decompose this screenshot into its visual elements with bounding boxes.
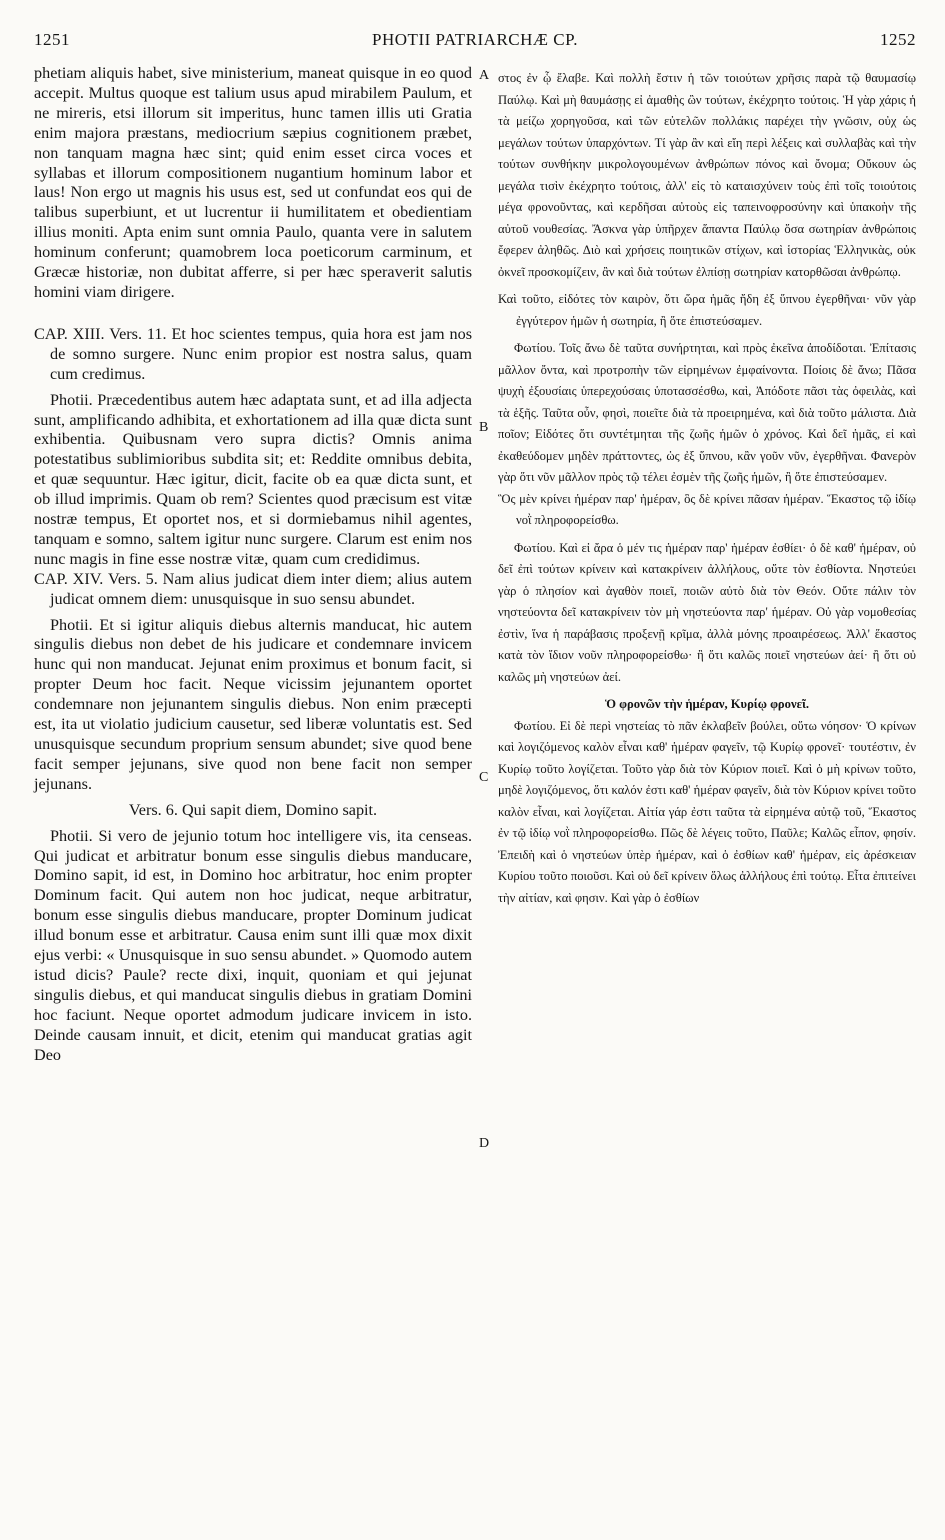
- latin-column: [34, 64, 472, 1066]
- greek-verse-1: Καὶ τοῦτο, εἰδότες τὸν καιρὸν, ὅτι ὥρα ἡμᾶς ἤδη ἐξ ὕπνου ἐγερθῆναι· νῦν γὰρ ἐγγύτερον ἡμῶν ἡ σωτηρία, ἢ ὅτε ἐπιστεύσαμεν.: [498, 292, 916, 328]
- latin-paragraph-3: Photii. Et si igitur aliquis diebus alternis manducat, hic autem singulis diebus non debet de his judicare et condemnare invicem hunc qui non manducat. Jejunat enim proximus et bonum facit, si propter Deum hoc facit. Neque vicissim jejunantem oportet condemnare non jejunantem singulis diebus. Non enim præcepti est, ita ut violatio judicium causetur, sed liberæ voluntatis est. Sed unusquisque secundum proprium sensum abundet; sive quod bene facit semper jejunans, sive quod non bene facit non semper jejunans.: [34, 615, 472, 793]
- greek-column: [498, 68, 916, 909]
- greek-paragraph-3: Φωτίου. Καὶ εἰ ἄρα ὁ μέν τις ἡμέραν παρ' ἡμέραν ἐσθίει· ὁ δὲ καθ' ἡμέραν, οὐ δεῖ ἐπὶ τούτων κρίνειν καὶ κατακρίνειν ἀλλήλους, οὔτε τὸν ἐσθίοντα. Νηστεύει γὰρ ὁ πλησίον καὶ ἀγαθὸν ποιεῖ, ποιῶν αὐτὸ διὰ τὸν Θεόν. Οὔτε πάλιν τὸν νηστεύοντα δεῖ κατακρίνειν τὸν μὴ νηστεύοντα παρ' ἡμέραν. Οὐ γὰρ νομοθεσίας ἐστὶν, ἵνα ἡ παράβασις προξενῇ κρῖμα, ἀλλὰ μόνης προαιρέσεως. Ἀλλ' ἕκαστος κατὰ τὸν ἴδιον νοῦν πληροφορείσθω· ἢ ὅτι καλῶς ποιεῖ νηστεύων ἀεί· ἢ ὅτι οὐ καλῶς μὴ νηστεύων ἀεί.: [498, 540, 916, 684]
- greek-verse-2: Ὃς μὲν κρίνει ἡμέραν παρ' ἡμέραν, ὃς δὲ κρίνει πᾶσαν ἡμέραν. Ἕκαστος τῷ ἰδίῳ νοῒ πληροφορείσθω.: [498, 491, 916, 527]
- latin-paragraph-2: Photii. Præcedentibus autem hæc adaptata sunt, et ad illa adjecta sunt, amplificando adhibita, et exhortationem ad illa quæ dicta sunt exhibentia. Quibusnam vero supra dictis? Omnis anima potestatibus sublimioribus subdita sit; et: Reddite omnibus debita, et quæ sequuntur. Hæc igitur, dicit, facite ob ea quæ dicta sunt, et ob illud imprimis. Quam ob rem? Scientes quod præcisum est vitæ nostræ tempus, Et oportet nos, et si dormiebamus nihil agentes, tanquam e somno, saltem igitur nunc surgere. Clarum est enim nos nunc magis in fine esse nostræ vitæ, quam cum credidimus.: [34, 390, 472, 568]
- verse-heading-6: Vers. 6. Qui sapit diem, Domino sapit.: [128, 800, 378, 819]
- latin-paragraph-1: phetiam aliquis habet, sive ministerium, maneat quisque in eo quod accepit. Multus quoque est talium usus apud mirabilem Paulum, et ne mireris, etsi illorum sit imperitus, hunc tamen illis uti Gratia enim majora præstans, mediocrium sæpius cognitionem præbet, non tanquam magna hæc sint; quid enim esset circa voces et syllabas et illorum compositionem nugantium hominum labor et laus! Non ergo ut magnis his usus est, sed ut confundat eos qui de talibus superbiunt, et ut lucrentur ii humilitatem et obedientiam illius moniti. Apta enim sunt omnia Paulo, quanta vere in salutem hominum conferunt; quamobrem loca poeticorum carminum, et Græcæ historiæ, non dubitat afferre, si per hæc speraverit salutis homini viam dirigere.: [34, 64, 472, 301]
- greek-paragraph-1: στος ἐν ᾧ ἔλαβε. Καὶ πολλὴ ἔστιν ἡ τῶν τοιούτων χρῆσις παρὰ τῷ θαυμασίῳ Παύλῳ. Καὶ μὴ θαυμάσῃς εἰ ἀμαθὴς ὢν τούτων, ἐκέχρητο τούτοις. Ἡ γὰρ χάρις ἡ τὰ μείζω χορηγοῦσα, καὶ τῶν εὐτελῶν πολλάκις παρέχει τὴν γνῶσιν, οὐχ ὡς μεγάλων τούτων ὑπαρχόντων. Τί γὰρ ἂν καὶ εἴη περὶ λέξεις καὶ συλλαβὰς καὶ τὴν τούτων συνθήκην μικρολογουμένων ἀνθρώπων πόνος καὶ ὄνομα; Οὔκουν ὡς μεγάλα τισὶν ἐκέχρητο τούτοις, ἀλλ' εἰς τὸ καταισχύνειν τοὺς ἐπὶ τοῖς τοιούτοις μέγα φρονοῦντας, καὶ κερδῆσαι αὐτοὺς εἰς ταπεινοφροσύνην καὶ ὑπακοὴν τῆς αὐτοῦ νουθεσίας. Ἄσκνα γὰρ ὑπῆρχεν ἅπαντα Παύλῳ ὅσα σωτηρίαν ἀνθρώποις ἔφερεν ἀληθῶς. Διὸ καὶ χρήσεις ποιητικῶν στίχων, καὶ ἱστορίας Ἑλληνικὰς, οὐκ ὀκνεῖ προσκομίζειν, ἂν καὶ διὰ τούτων ἐλπίσῃ σωτηρίαν κατορθῶσαι ἀνθρώπῳ.: [498, 71, 916, 279]
- latin-paragraph-4: Photii. Si vero de jejunio totum hoc intelligere vis, ita censeas. Qui judicat et arbitratur bonum esse singulis diebus manducare, Domino sapit, id est, in Domino hoc arbitratur, hoc enim propter Dominum facit. Qui autem non hoc judicat, neque arbitratur, bonum esse singulis diebus manducare, propter Dominum judicat illud bonum esse et arbitratur. Causa enim sunt illi quæ mox dixit ejus verbi: « Unusquisque in suo sensu abundet. » Quomodo autem istud dicis? Paule? recte dixi, inquit, quoniam et qui jejunat singulis diebus, et qui manducat singulis diebus in gratiam Domini hoc faciunt. Neque oportet admodum judicare invicem in isto. Deinde causam innuit, et dicit, etenim qui manducat gratias agit Deo: [34, 826, 472, 1064]
- greek-paragraph-4: Φωτίου. Εἰ δὲ περὶ νηστείας τὸ πᾶν ἐκλαβεῖν βούλει, οὕτω νόησον· Ὁ κρίνων καὶ λογιζόμενος καλὸν εἶναι καθ' ἡμέραν φαγεῖν, τῷ Κυρίῳ φρονεῖ· τουτέστιν, ἐν Κυρίῳ τοῦτο λογίζεται. Τοῦτο γὰρ διὰ τὸν Κύριον ποιεῖ. Καὶ ὁ μὴ κρίνων τοῦτο, μηδὲ λογιζόμενος, ὅτι καλόν ἐστι καθ' ἡμέραν φαγεῖν, διὰ τὸν Κύριον κρίνει τοῦτο καλὸν εἶναι, καὶ λογίζεται. Αἰτία γάρ ἐστι ταῦτα τὰ εἰρημένα αὐτῷ τοῦ, Ἕκαστος ἐν τῷ ἰδίῳ νοῒ πληροφορείσθω. Πῶς δὲ λέγεις τοῦτο, Παῦλε; Καλῶς εἶπον, φησίν. Ἐπειδὴ καὶ ὁ νηστεύων ὑπὲρ ἡμέραν, καὶ ὁ ἐσθίων καθ' ἡμέραν, εἰς ἀρέσκειαν Κυρίου τοῦτο ποιοῦσι. Καὶ οὐ δεῖ κρίνειν ὅλως ἀλλήλους ἐπὶ τούτῳ. Εἶτα ἐπιτείνει τὴν αἰτίαν, καὶ φησιν. Καὶ γὰρ ὁ ἐσθίων: [498, 718, 916, 905]
- margin-marker-a: A: [479, 68, 490, 83]
- margin-marker-b: B: [479, 420, 489, 435]
- page-header: [34, 30, 916, 54]
- greek-paragraph-2: Φωτίου. Τοῖς ἄνω δὲ ταῦτα συνήρτηται, καὶ πρὸς ἐκεῖνα ἀποδίδοται. Ἐπίτασις μᾶλλον ὄντα, καὶ προτροπὴν τῶν εἰρημένων ἐμφαίνοντα. Ποίοις δὲ ἄνω; Πᾶσα ψυχὴ ἐξουσίαις ὑπερεχούσαις ὑποτασσέσθω, καὶ, Ἀπόδοτε πᾶσι τὰς ὀφειλὰς, καὶ τὰ ἑξῆς. Ταῦτα οὖν, φησὶ, ποιεῖτε διὰ τὰ προειρημένα, καὶ διὰ τοῦτο μάλιστα. Διὰ ποῖον; Εἰδότες ὅτι συντέτμηται τῆς ζωῆς ἡμῶν ὁ χρόνος. Καὶ δεῖ ἡμᾶς, εἰ καὶ ἐκαθεύδομεν μηδὲν πράττοντες, ὡς ἐξ ὕπνου, κἂν γοῦν νῦν, ἐγερθῆναι. Φανερὸν γὰρ ὅτι νῦν μᾶλλον πρὸς τῷ τέλει ἐσμὲν τῆς ζωῆς ἡμῶν, ἢ ὅτε ἐπιστεύσαμεν.: [498, 341, 916, 484]
- margin-marker-c: C: [479, 770, 489, 785]
- page-number-left: 1251: [34, 30, 70, 49]
- chapter-heading-14: CAP. XIV. Vers. 5. Nam alius judicat diem inter diem; alius autem judicat omnem diem: unusquisque in suo sensu abundet.: [34, 569, 472, 608]
- chapter-heading-13: CAP. XIII. Vers. 11. Et hoc scientes tempus, quia hora est jam nos de somno surgere. Nunc enim propior est nostra salus, quam cum credimus.: [34, 324, 472, 383]
- margin-marker-d: D: [479, 1136, 490, 1151]
- running-title: PHOTII PATRIARCHÆ CP.: [372, 30, 578, 49]
- greek-verse-3: Ὁ φρονῶν τὴν ἡμέραν, Κυρίῳ φρονεῖ.: [604, 697, 810, 711]
- page-number-right: 1252: [880, 30, 916, 49]
